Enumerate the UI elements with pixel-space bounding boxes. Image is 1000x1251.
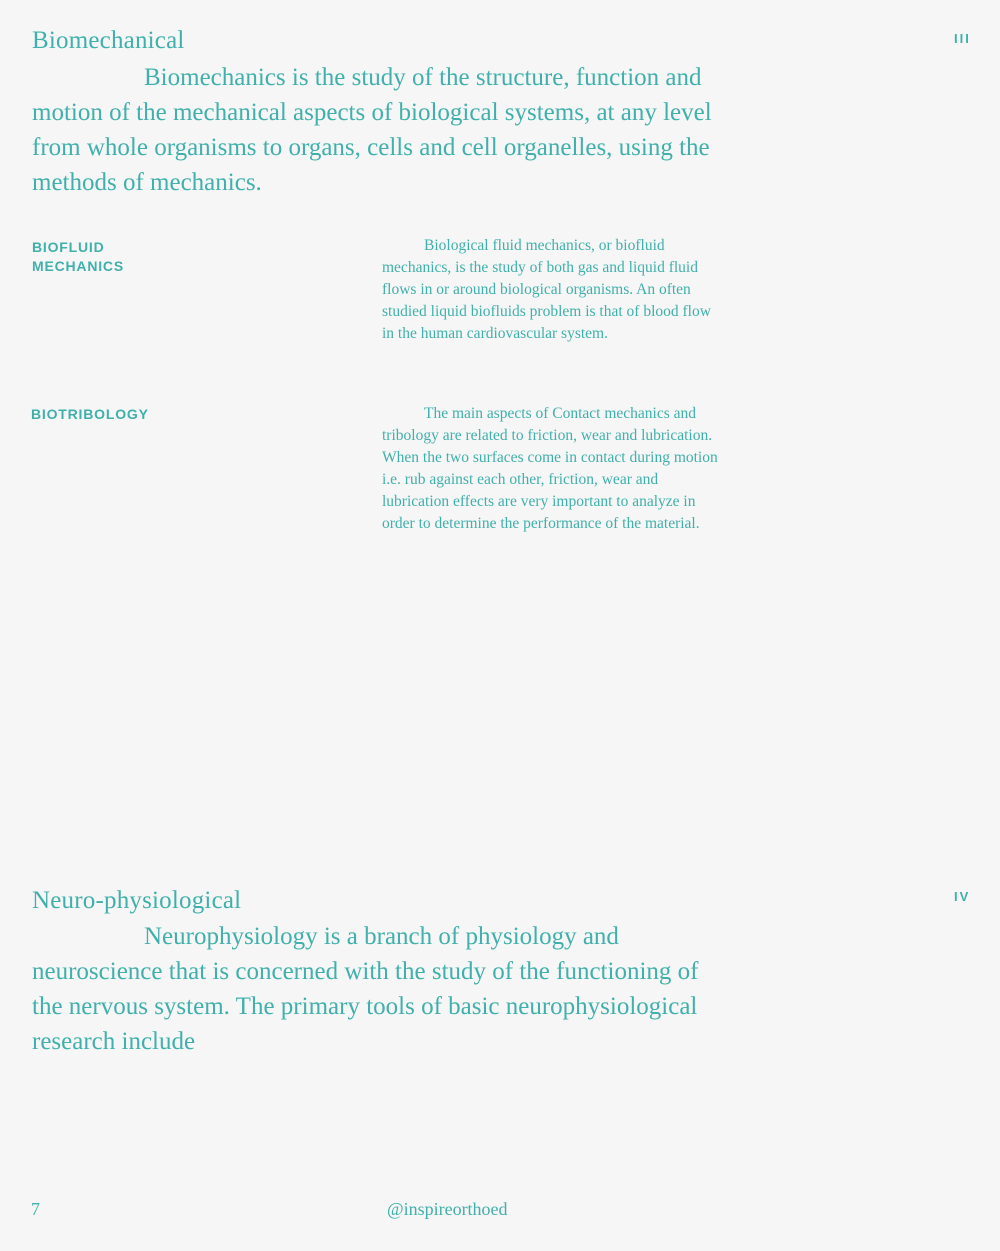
subsection-label-biofluid-mechanics	[32, 238, 124, 276]
section-lead-biomechanical: Biomechanics is the study of the structure, function and motion of the mechanical aspects of biological systems, at any level from whole organisms to organs, cells and cell organelles, using the methods of mechanics.	[32, 64, 712, 196]
label-line: BIOFLUID	[32, 239, 105, 255]
label-line: MECHANICS	[32, 258, 124, 274]
subsection-text-biotribology: The main aspects of Contact mechanics and tribology are related to friction, wear and lubrication. When the two surfaces come in contact during motion i.e. rub against each other, friction, wear and lubrication effects are very important to analyze in order to determine the performance of the material.	[382, 405, 718, 532]
section-title-neuro-physiological: Neuro-physiological	[32, 887, 242, 914]
subsection-text-biofluid-mechanics: Biological fluid mechanics, or biofluid mechanics, is the study of both gas and liquid fluid flows in or around biological organisms. An often studied liquid biofluids problem is that of blood flow in the human cardiovascular system.	[382, 237, 711, 342]
page-number: 7	[31, 1199, 40, 1219]
section-lead-neuro-physiological: Neurophysiology is a branch of physiology and neuroscience that is concerned with the study of the functioning of the nervous system. The primary tools of basic neurophysiological research include	[32, 923, 699, 1055]
section-number-iii: III	[954, 31, 971, 46]
subsection-label-biotribology	[31, 405, 149, 424]
footer-handle: @inspireorthoed	[387, 1199, 508, 1219]
section-title-biomechanical: Biomechanical	[32, 27, 185, 54]
label-line: BIOTRIBOLOGY	[31, 406, 149, 422]
section-number-iv: IV	[954, 889, 971, 904]
